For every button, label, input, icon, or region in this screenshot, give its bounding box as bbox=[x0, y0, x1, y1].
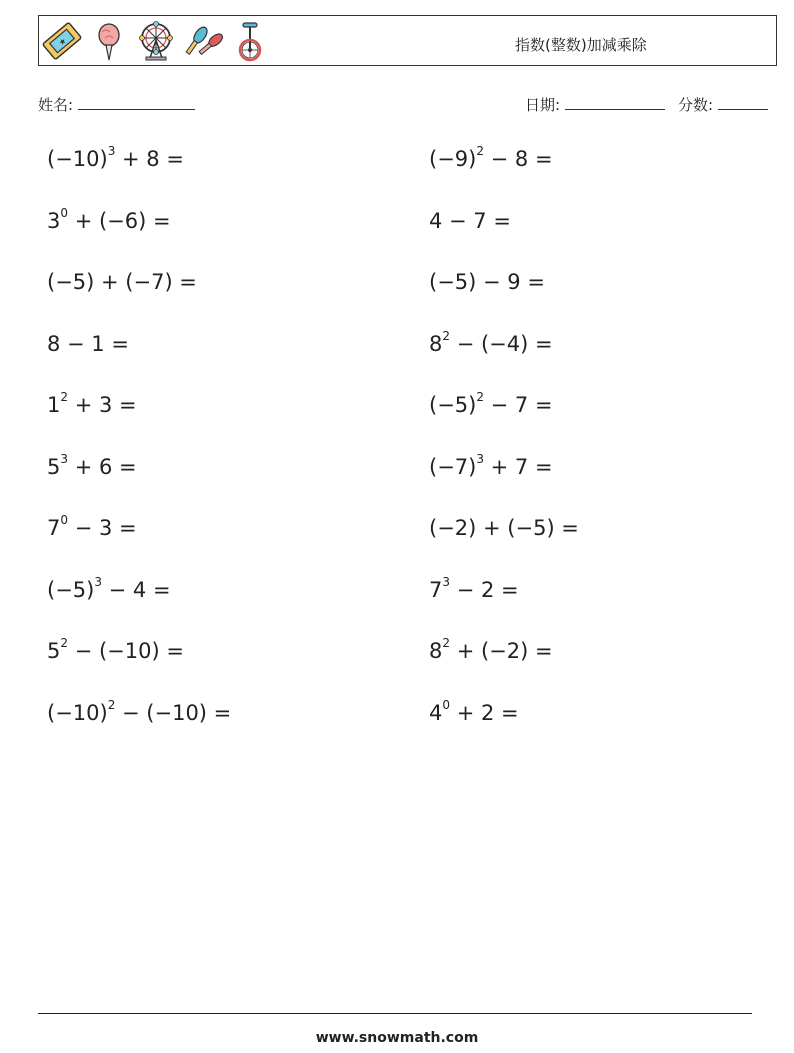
date-label: 日期: bbox=[525, 96, 561, 114]
svg-text:★: ★ bbox=[57, 36, 69, 48]
score-label: 分数: bbox=[678, 96, 714, 114]
problem-base: (−7) bbox=[429, 454, 477, 479]
problem-base: (−10) bbox=[47, 700, 108, 725]
problem-right-9 bbox=[429, 636, 553, 663]
unicycle-icon bbox=[230, 20, 270, 62]
problem-exponent: 2 bbox=[107, 697, 116, 712]
problem-rest: + 3 = bbox=[68, 393, 137, 417]
problem-right-1 bbox=[429, 144, 553, 171]
problem-rest: − 7 = bbox=[483, 393, 553, 417]
problem-exponent: 0 bbox=[60, 205, 69, 220]
score-field bbox=[678, 94, 768, 115]
problem-exponent: 0 bbox=[60, 513, 69, 527]
problem-base: (−9) bbox=[429, 147, 477, 171]
problem-base: 4 bbox=[429, 700, 443, 725]
problem-base: 8 − 1 = bbox=[47, 331, 129, 356]
problem-right-6 bbox=[429, 451, 553, 479]
problem-rest: + 7 = bbox=[483, 454, 553, 479]
problem-right-8 bbox=[429, 574, 519, 602]
problem-right-4 bbox=[429, 328, 553, 356]
problem-base: (−5) − 9 = bbox=[429, 270, 545, 294]
problem-base: 8 bbox=[429, 639, 443, 663]
problem-rest: − 8 = bbox=[483, 147, 553, 171]
problem-exponent: 3 bbox=[476, 451, 484, 466]
problem-rest: + 2 = bbox=[450, 700, 519, 725]
problem-right-10 bbox=[429, 697, 519, 725]
problem-base: (−10) bbox=[47, 147, 108, 171]
footer-divider bbox=[38, 1013, 752, 1014]
problem-base: 5 bbox=[47, 639, 61, 663]
date-blank[interactable] bbox=[565, 95, 665, 110]
problem-base: 8 bbox=[429, 331, 443, 356]
problem-exponent: 2 bbox=[476, 390, 484, 404]
problem-base: 4 − 7 = bbox=[429, 208, 511, 233]
problem-left-7 bbox=[47, 513, 137, 540]
problem-base: 5 bbox=[47, 454, 61, 479]
problem-rest: + 8 = bbox=[115, 147, 184, 171]
problem-base: 7 bbox=[429, 577, 443, 602]
score-blank[interactable] bbox=[718, 95, 768, 110]
problem-rest: + (−2) = bbox=[450, 639, 553, 663]
problem-right-3 bbox=[429, 270, 545, 294]
problem-rest: + (−6) = bbox=[68, 208, 171, 233]
problem-rest: − (−10) = bbox=[115, 700, 232, 725]
problem-exponent: 2 bbox=[442, 328, 451, 343]
problem-base: 1 bbox=[47, 393, 61, 417]
problem-rest: − (−10) = bbox=[68, 639, 184, 663]
ticket-icon bbox=[42, 20, 82, 62]
problem-rest: − 4 = bbox=[101, 577, 171, 602]
name-blank[interactable] bbox=[78, 95, 195, 110]
problem-base: (−5) + (−7) = bbox=[47, 270, 197, 294]
worksheet-title: 指数(整数)加减乘除 bbox=[515, 36, 647, 54]
problem-left-8 bbox=[47, 574, 171, 602]
problem-left-4 bbox=[47, 332, 129, 356]
problem-base: 7 bbox=[47, 516, 61, 540]
problem-right-5 bbox=[429, 390, 553, 417]
problem-right-7 bbox=[429, 516, 579, 540]
problem-right-2 bbox=[429, 209, 511, 233]
problem-rest: − (−4) = bbox=[450, 331, 553, 356]
problem-exponent: 2 bbox=[60, 636, 69, 650]
problem-base: 3 bbox=[47, 208, 61, 233]
problem-exponent: 2 bbox=[442, 636, 451, 650]
problem-base: (−2) + (−5) = bbox=[429, 516, 579, 540]
juggling-pins-icon bbox=[183, 20, 223, 62]
problem-base: (−5) bbox=[47, 577, 95, 602]
problem-left-5 bbox=[47, 390, 137, 417]
name-label: 姓名: bbox=[38, 96, 74, 114]
header-icons bbox=[42, 20, 270, 62]
worksheet-header bbox=[38, 15, 777, 66]
problem-exponent: 3 bbox=[94, 574, 102, 589]
problem-exponent: 0 bbox=[442, 697, 451, 712]
problem-exponent: 3 bbox=[107, 144, 116, 158]
problem-rest: + 6 = bbox=[68, 454, 137, 479]
ferris-wheel-icon bbox=[136, 20, 176, 62]
cotton-candy-icon bbox=[89, 20, 129, 62]
problem-left-3 bbox=[47, 270, 197, 294]
problem-exponent: 2 bbox=[476, 144, 484, 158]
problem-left-9 bbox=[47, 636, 184, 663]
problem-left-1 bbox=[47, 144, 184, 171]
name-field bbox=[38, 94, 195, 115]
problem-base: (−5) bbox=[429, 393, 477, 417]
problem-left-6 bbox=[47, 451, 137, 479]
problem-left-10 bbox=[47, 697, 232, 725]
problem-rest: − 2 = bbox=[450, 577, 519, 602]
problem-exponent: 3 bbox=[60, 451, 69, 466]
date-field bbox=[525, 94, 665, 115]
problem-exponent: 2 bbox=[60, 390, 69, 404]
problem-exponent: 3 bbox=[442, 574, 451, 589]
problem-rest: − 3 = bbox=[68, 516, 137, 540]
footer-url: www.snowmath.com bbox=[315, 1030, 479, 1046]
problem-left-2 bbox=[47, 205, 171, 233]
